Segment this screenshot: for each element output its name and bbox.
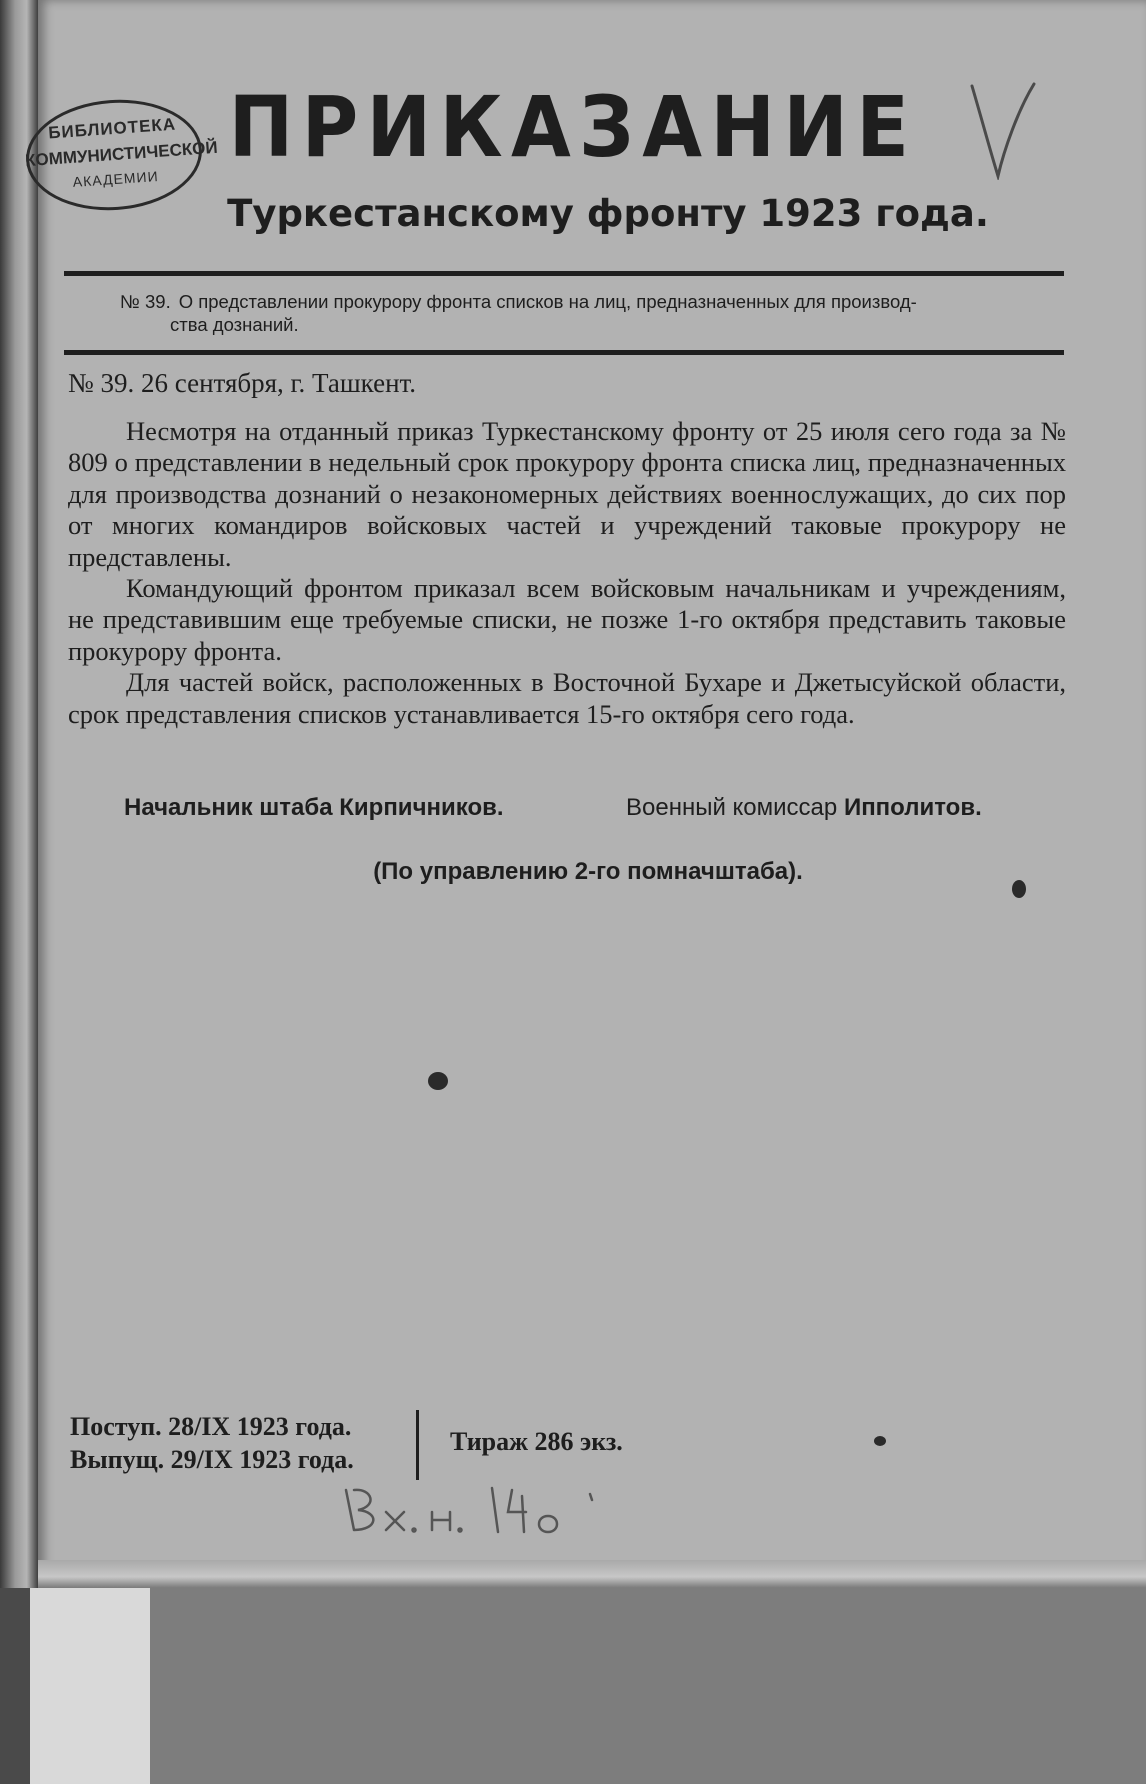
received-date: Поступ. 28/IX 1923 года. [70, 1412, 352, 1441]
header-rule-top [64, 271, 1064, 276]
contents-line-2: ства дознаний. [170, 314, 299, 335]
signature-commissar [626, 794, 982, 822]
contents-line-1: О представлении прокурору фронта списков на лиц, предназначенных для производ- [178, 291, 917, 312]
ink-speck [874, 1436, 886, 1446]
document-subtitle: Туркестанскому фронту 1923 года. [227, 192, 989, 235]
stamp-line-1: БИБЛИОТЕКА [47, 114, 177, 143]
order-body [68, 416, 1066, 730]
publication-footer [70, 1410, 354, 1476]
order-heading [68, 368, 416, 399]
signature-role: Военный комиссар [626, 794, 838, 821]
underlying-sheet-strip [0, 1588, 150, 1784]
ink-speck [428, 1072, 448, 1090]
header-rule-bottom [64, 350, 1064, 355]
body-paragraph: Командующий фронтом приказал всем войсковым начальникам и учреждениям, не представившим еще требуемые списки, не позже 1-го октября представить таковые прокурору фронта. [68, 573, 1066, 666]
signature-name: Ипполитов. [843, 794, 982, 821]
issued-date: Выпущ. 29/IX 1923 года. [70, 1445, 354, 1474]
department-note: (По управлению 2-го помначштаба). [373, 858, 803, 885]
body-paragraph: Несмотря на отданный приказ Туркестанскому фронту от 25 июля сего года за № 809 о представлении в недельный срок прокурору фронта списка лиц, предназначенных для производства дознаний о незакономерных действиях военнослужащих, до сих пор от многих командиров войсковых частей и учреждений таковые прокурору не представлены. [68, 416, 1066, 572]
signature-chief-of-staff [124, 794, 504, 822]
circulation-count: Тираж 286 экз. [450, 1427, 623, 1456]
ink-speck [1012, 880, 1026, 898]
signature-name: Кирпичников. [339, 794, 504, 821]
order-number: № 39. [68, 368, 135, 398]
stamp-line-3: АКАДЕМИИ [72, 167, 160, 190]
contents-summary [120, 290, 1075, 336]
order-date-place: 26 сентября, г. Ташкент. [141, 368, 417, 398]
document-title: ПРИКАЗАНИЕ [228, 78, 918, 176]
document-page [38, 0, 1146, 1585]
stamp-line-2: КОММУНИСТИЧЕСКОЙ [24, 137, 219, 171]
signature-role: Начальник штаба [124, 794, 333, 821]
body-paragraph: Для частей войск, расположенных в Восточной Бухаре и Джетысуйской области, срок представления списков устанавливается 15-го октября сего года. [68, 667, 1066, 729]
contents-number: № 39. [120, 291, 171, 312]
underlying-sheet [150, 1588, 1146, 1784]
page-bottom-edge [38, 1560, 1146, 1588]
binding-edge [0, 0, 38, 1784]
footer-divider [416, 1410, 419, 1480]
